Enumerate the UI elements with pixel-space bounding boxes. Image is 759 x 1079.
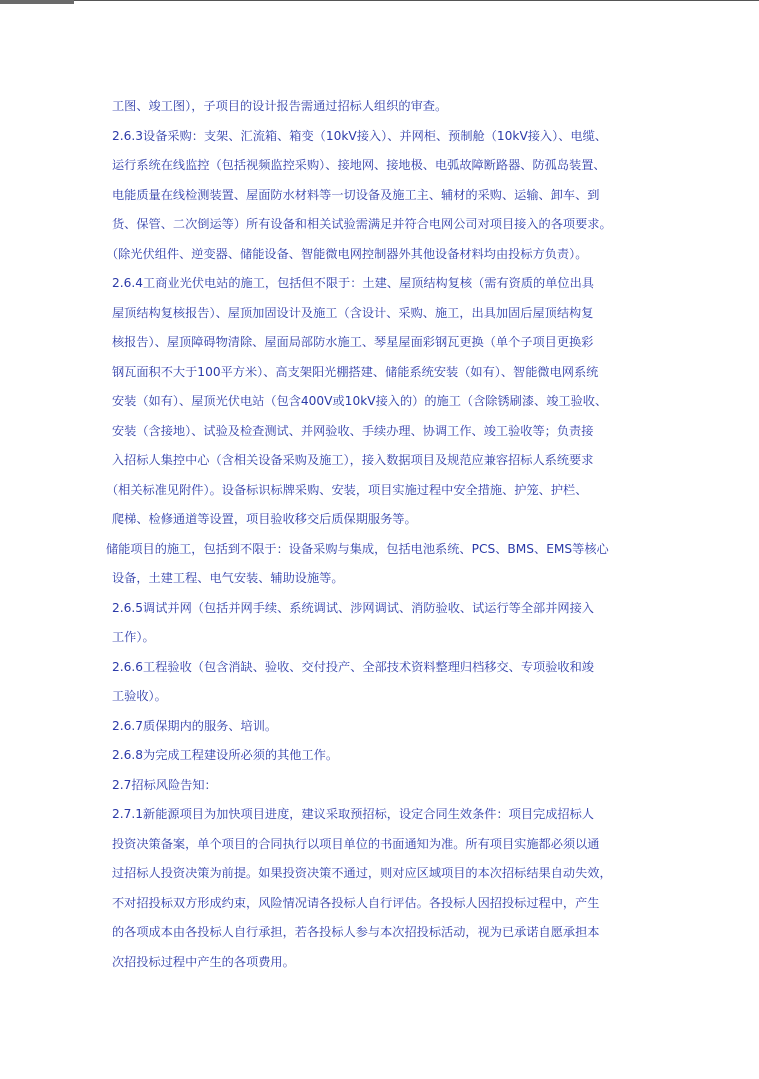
text-line: 工图、竣工图），子项目的设计报告需通过招标人组织的审查。 (112, 99, 448, 113)
text-line: 2.6.4工商业光伏电站的施工，包括但不限于：土建、屋顶结构复核（需有资质的单位出具 (112, 276, 594, 290)
text-line: 核报告）、屋顶障碍物清除、屋面局部防水施工、琴星屋面彩钢瓦更换（单个子项目更换彩 (112, 335, 594, 349)
text-line: 2.6.7质保期内的服务、培训。 (112, 719, 278, 733)
text-line: 电能质量在线检测装置、屋面防水材料等一切设备及施工主、辅材的采购、运输、卸车、到 (112, 188, 600, 202)
text-line: 安装（含接地）、试验及检查测试、并网验收、手续办理、协调工作、竣工验收等；负责接 (112, 424, 594, 438)
text-line: 工作）。 (112, 630, 155, 644)
text-line: 储能项目的施工，包括到不限于：设备采购与集成，包括电池系统、PCS、BMS、EMS等核心 (106, 542, 609, 556)
text-line: 2.6.3设备采购：支架、汇流箱、箱变（10kV接入）、并网柜、预制舱（10kV接入）、电缆、 (112, 129, 607, 143)
text-line: 2.7招标风险告知： (112, 778, 217, 792)
text-line: 屋顶结构复核报告）、屋顶加固设计及施工（含设计、采购、施工，出具加固后屋顶结构复 (112, 306, 594, 320)
text-line: 钢瓦面积不大于100平方米）、高支架阳光棚搭建、储能系统安装（如有）、智能微电网系统 (112, 365, 599, 379)
text-line: 不对招投标双方形成约束，风险情况请各投标人自行评估。各投标人因招投标过程中，产生 (112, 896, 600, 910)
text-line: 投资决策备案，单个项目的合同执行以项目单位的书面通知为准。所有项目实施都必须以通 (112, 837, 600, 851)
text-line: 次招投标过程中产生的各项费用。 (112, 955, 295, 969)
text-line: 2.6.5调试并网（包括并网手续、系统调试、涉网调试、消防验收、试运行等全部并网接入 (112, 601, 594, 615)
text-line: 过招标人投资决策为前提。如果投资决策不通过，则对应区域项目的本次招标结果自动失效， (112, 866, 612, 880)
text-line: 入招标人集控中心（含相关设备采购及施工），接入数据项目及规范应兼容招标人系统要求 (112, 453, 594, 467)
text-line: 2.6.8为完成工程建设所必须的其他工作。 (112, 748, 339, 762)
text-line: 2.7.1新能源项目为加快项目进度，建议采取预招标，设定合同生效条件：项目完成招标人 (112, 807, 594, 821)
text-line: 货、保管、二次倒运等）所有设备和相关试验需满足并符合电网公司对项目接入的各项要求。 (112, 217, 612, 231)
text-line: 设备，土建工程、电气安装、辅助设施等。 (112, 571, 344, 585)
text-line: （相关标准见附件）。设备标识标牌采购、安装，项目实施过程中安全措施、护笼、护栏、 (106, 483, 588, 497)
text-line: 爬梯、检修通道等设置，项目验收移交后质保期服务等。 (112, 512, 417, 526)
text-line: 工验收）。 (112, 689, 167, 703)
text-line: 的各项成本由各投标人自行承担，若各投标人参与本次招投标活动，视为已承诺自愿承担本 (112, 925, 600, 939)
text-line: 2.6.6工程验收（包含消缺、验收、交付投产、全部技术资料整理归档移交、专项验收和竣 (112, 660, 594, 674)
text-line: 安装（如有）、屋顶光伏电站（包含400V或10kV接入的）的施工（含除锈刷漆、竣工验收、 (112, 394, 608, 408)
text-line: 运行系统在线监控（包括视频监控采购）、接地网、接地极、电弧故障断路器、防孤岛装置、 (112, 158, 606, 172)
text-line: （除光伏组件、逆变器、储能设备、智能微电网控制器外其他设备材料均由投标方负责）。 (106, 247, 588, 261)
